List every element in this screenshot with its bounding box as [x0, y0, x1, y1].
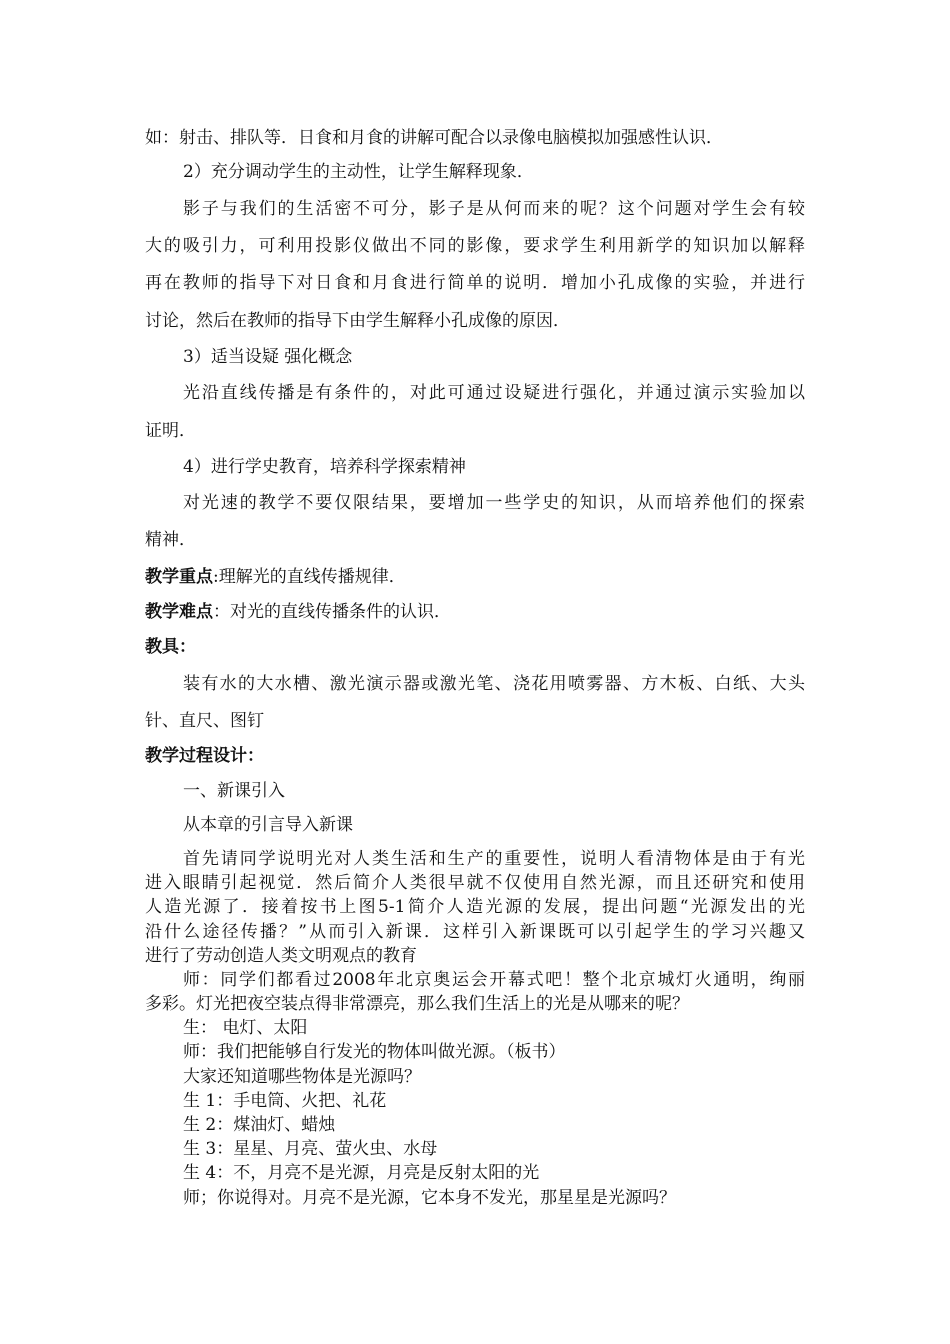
- paragraph-line: 如：射击、排队等．日食和月食的讲解可配合以录像电脑模拟加强感性认识．: [145, 128, 723, 148]
- difficult-point-label: 教学难点: [145, 602, 213, 622]
- paragraph-line: 证明．: [145, 421, 196, 441]
- paragraph-line: 讨论，然后在教师的指导下由学生解释小孔成像的原因．: [145, 311, 570, 331]
- section-heading: 一、新课引入: [183, 781, 285, 801]
- paragraph-line: 2）充分调动学生的主动性，让学生解释现象．: [183, 162, 534, 182]
- paragraph-line: 进入眼睛引起视觉．然后简介人类很早就不仅使用自然光源，而且还研究和使用: [145, 873, 805, 893]
- process-heading: [0, 745, 950, 767]
- dialogue-line: 师：我们把能够自行发光的物体叫做光源。（板书）: [183, 1042, 566, 1062]
- dialogue-line: 多彩。灯光把夜空装点得非常漂亮，那么我们生活上的光是从哪来的呢？: [145, 994, 689, 1014]
- process-label: 教学过程设计：: [145, 746, 264, 766]
- paragraph-line: 光沿直线传播是有条件的，对此可通过设疑进行强化，并通过演示实验加以: [183, 383, 805, 403]
- dialogue-line: 生 1：手电筒、火把、礼花: [183, 1091, 387, 1111]
- dialogue-line: 生 4：不，月亮不是光源，月亮是反射太阳的光: [183, 1163, 540, 1183]
- paragraph-line: 影子与我们的生活密不可分，影子是从何而来的呢？这个问题对学生会有较: [183, 199, 805, 219]
- paragraph-line: 人造光源了．接着按书上图5-1简介人造光源的发展，提出问题“光源发出的光: [145, 897, 805, 917]
- difficult-point-text: ：对光的直线传播条件的认识．: [213, 602, 451, 622]
- tools-line: 装有水的大水槽、激光演示器或激光笔、浇花用喷雾器、方木板、白纸、大头: [183, 674, 805, 694]
- paragraph-line: 4）进行学史教育，培养科学探索精神: [183, 457, 466, 477]
- paragraph-line: 首先请同学说明光对人类生活和生产的重要性，说明人看清物体是由于有光: [183, 849, 805, 869]
- paragraph-line: 大的吸引力，可利用投影仪做出不同的影像，要求学生利用新学的知识加以解释: [145, 236, 805, 256]
- paragraph-line: 从本章的引言导入新课: [183, 815, 353, 835]
- dialogue-line: 生： 电灯、太阳: [183, 1018, 308, 1038]
- tools-line: 针、直尺、图钉: [145, 711, 264, 731]
- tools-heading: [0, 636, 950, 658]
- tools-label: 教具：: [145, 637, 196, 657]
- key-point-line: [0, 566, 950, 588]
- dialogue-line: 师：同学们都看过2008年北京奥运会开幕式吧！整个北京城灯火通明，绚丽: [183, 970, 805, 990]
- paragraph-line: 再在教师的指导下对日食和月食进行简单的说明．增加小孔成像的实验，并进行: [145, 273, 805, 293]
- paragraph-line: 对光速的教学不要仅限结果，要增加一些学史的知识，从而培养他们的探索: [183, 493, 805, 513]
- dialogue-line: 师；你说得对。月亮不是光源，它本身不发光，那星星是光源吗？: [183, 1188, 676, 1208]
- difficult-point-line: [0, 601, 950, 623]
- paragraph-line: 精神．: [145, 530, 196, 550]
- paragraph-line: 3）适当设疑 强化概念: [183, 347, 353, 367]
- paragraph-line: 沿什么途径传播？”从而引入新课．这样引入新课既可以引起学生的学习兴趣又: [145, 922, 805, 942]
- dialogue-line: 大家还知道哪些物体是光源吗？: [183, 1067, 421, 1087]
- paragraph-line: 进行了劳动创造人类文明观点的教育: [145, 946, 417, 966]
- dialogue-line: 生 3：星星、月亮、萤火虫、水母: [183, 1139, 438, 1159]
- key-point-label: 教学重点: [145, 567, 213, 587]
- dialogue-line: 生 2：煤油灯、蜡烛: [183, 1115, 336, 1135]
- key-point-text: :理解光的直线传播规律．: [213, 567, 406, 587]
